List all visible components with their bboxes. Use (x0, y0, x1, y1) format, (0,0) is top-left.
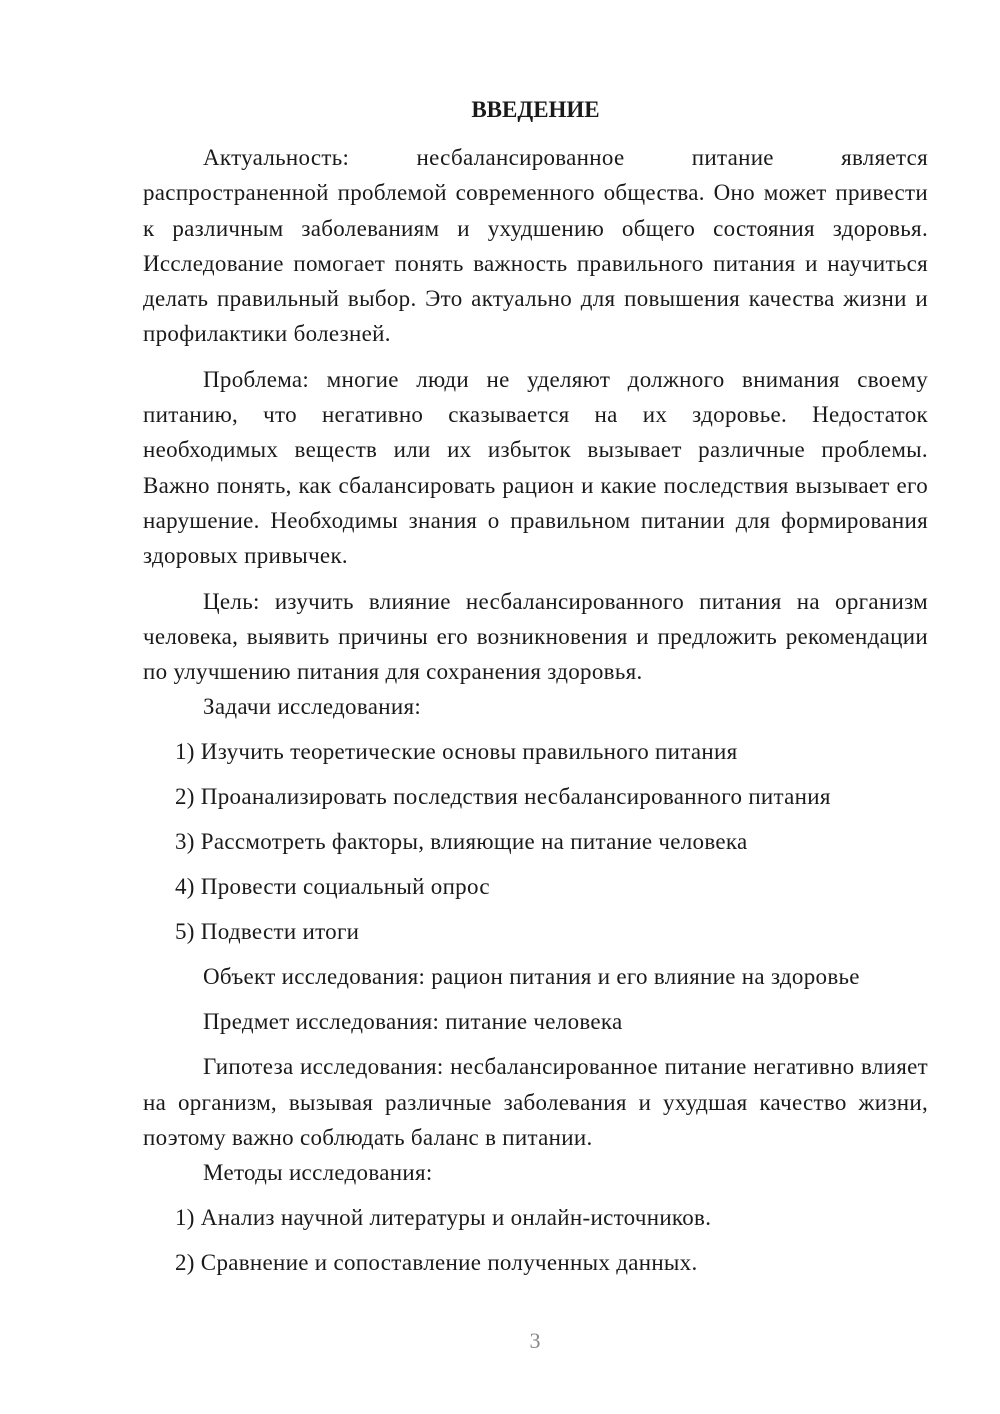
list-item: 2) Сравнение и сопоставление полученных данных. (175, 1250, 698, 1276)
page-number: 3 (529, 1328, 541, 1353)
methods-list (143, 1200, 928, 1280)
list-item: 5) Подвести итоги (175, 919, 360, 945)
paragraph-problem: Проблема: многие люди не уделяют должного внимания своему питанию, что негативно сказывается на их здоровье. Недостаток необходимых веществ или их избыток вызывает различные проблемы. Важно понять, как сбалансировать рацион и какие последствия вызывает его нарушение. Необходимы знания о правильном питании для формирования здоровых привычек. (143, 366, 928, 569)
tasks-heading: Задачи исследования: (203, 694, 422, 720)
list-item: 1) Изучить теоретические основы правильного питания (175, 739, 738, 765)
document-page (143, 92, 928, 1280)
list-item: 4) Провести социальный опрос (175, 874, 490, 900)
list-item: 2) Проанализировать последствия несбалансированного питания (175, 784, 831, 810)
list-item: 3) Рассмотреть факторы, влияющие на питание человека (175, 829, 748, 855)
paragraph-relevance: Актуальность: несбалансированное питание является распространенной проблемой современного общества. Оно может привести к различным заболеваниям и ухудшению общего состояния здоровья. Исследование помогает понять важность правильного питания и научиться делать правильный выбор. Это актуально для повышения качества жизни и профилактики болезней. (143, 145, 928, 347)
list-item: 1) Анализ научной литературы и онлайн-источников. (175, 1205, 712, 1231)
research-subject: Предмет исследования: питание человека (203, 1009, 623, 1035)
section-title: ВВЕДЕНИЕ (471, 97, 600, 122)
methods-heading: Методы исследования: (203, 1160, 433, 1186)
research-object: Объект исследования: рацион питания и его влияние на здоровье (203, 964, 860, 990)
paragraph-goal: Цель: изучить влияние несбалансированного питания на организм человека, выявить причины его возникновения и предложить рекомендации по улучшению питания для сохранения здоровья. (143, 588, 928, 685)
paragraph-hypothesis: Гипотеза исследования: несбалансированное питание негативно влияет на организм, вызывая различные заболевания и ухудшая качество жизни, поэтому важно соблюдать баланс в питании. (143, 1054, 928, 1151)
tasks-list (143, 734, 928, 949)
